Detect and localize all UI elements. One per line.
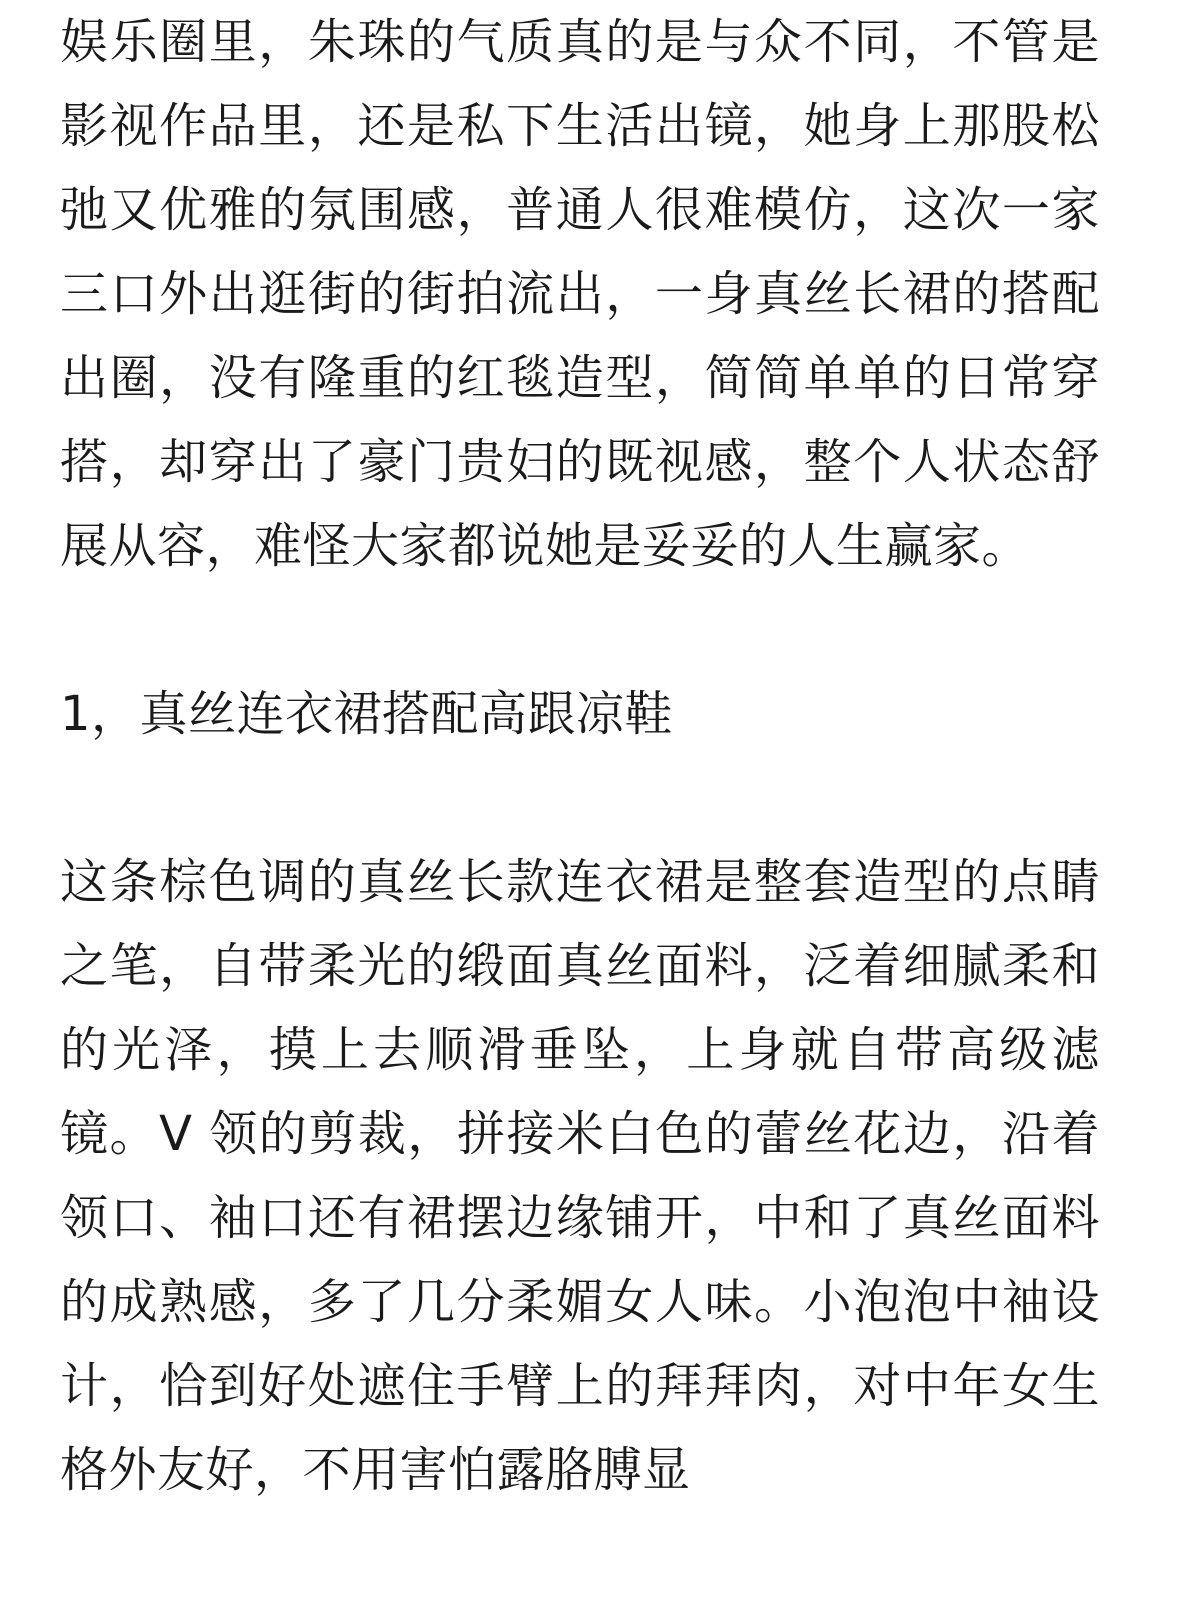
section-heading: 1，真丝连衣裙搭配高跟凉鞋	[60, 686, 674, 742]
article-body	[60, 0, 1100, 1512]
detail-paragraph: 这条棕色调的真丝长款连衣裙是整套造型的点睛之笔，自带柔光的缎面真丝面料，泛着细腻柔和的光泽，摸上去顺滑垂坠，上身就自带高级滤镜。V 领的剪裁，拼接米白色的蕾丝花边，沿着领口、袖口还有裙摆边缘铺开，中和了真丝面料的成熟感，多了几分柔媚女人味。小泡泡中袖设计，恰到好处遮住手臂上的拜拜肉，对中年女生格外友好，不用害怕露胳膊显	[60, 854, 1100, 1498]
intro-paragraph: 娱乐圈里，朱珠的气质真的是与众不同，不管是影视作品里，还是私下生活出镜，她身上那股松弛又优雅的氛围感，普通人很难模仿，这次一家三口外出逛街的街拍流出，一身真丝长裙的搭配出圈，没有隆重的红毯造型，简简单单的日常穿搭，却穿出了豪门贵妇的既视感，整个人状态舒展从容，难怪大家都说她是妥妥的人生赢家。	[60, 14, 1100, 574]
